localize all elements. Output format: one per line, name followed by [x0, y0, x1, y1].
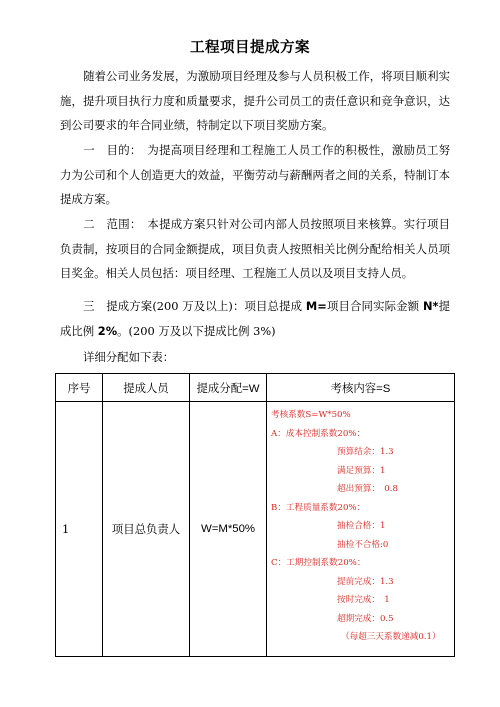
detail-intro: 详细分配如下表： [83, 350, 175, 364]
assessment-line: （每超三天系数递减0.1） [341, 632, 441, 642]
header-allocation: 提成分配=W [190, 374, 267, 402]
assessment-line: 抽检合格：1 [337, 521, 386, 531]
assessment-line: 超出预算： 0.8 [337, 484, 398, 494]
allocation-table [55, 373, 455, 657]
assessment-line: 预算结余：1.3 [337, 447, 394, 457]
assessment-line: 超期完成：0.5 [337, 613, 394, 624]
cell-allocation: W=M*50% [190, 402, 267, 657]
assessment-list [267, 406, 454, 647]
page-title: 工程项目提成方案 [190, 39, 310, 56]
header-assessment: 考核内容=S [267, 374, 455, 402]
section-plan: 三 提成方案(200 万及以上)：项目总提成 M=项目合同实际金额 N*提成比例 2%。(200 万及以下提成比例 3%) [60, 299, 450, 338]
intro-paragraph: 随着公司业务发展，为激励项目经理及参与人员积极工作，将项目顺利实施，提升项目执行力度和质量要求，提升公司员工的责任意识和竞争意识，达到公司要求的年合同业绩，特制定以下项目奖励方案。 [60, 69, 450, 133]
assessment-line: A：成本控制系数20%： [271, 428, 366, 439]
cell-assessment [267, 402, 455, 657]
assessment-line: 提前完成：1.3 [337, 576, 394, 587]
table-row [56, 402, 455, 657]
header-no: 序号 [56, 374, 103, 402]
assessment-line: B：工程质量系数20%： [271, 502, 366, 513]
section-purpose: 一 目的： 为提高项目经理和工程施工人员工作的积极性，激励员工努力为公司和个人创造更大的效益，平衡劳动与薪酬两者之间的关系，特制订本提成方案。 [60, 143, 450, 207]
assessment-line: 按时完成： 1 [337, 595, 390, 605]
table-header-row [56, 374, 455, 402]
header-person: 提成人员 [103, 374, 190, 402]
cell-no: 1 [56, 402, 103, 657]
assessment-line: 满足预算：1 [337, 465, 386, 476]
assessment-line: 考核系数S=W*50% [271, 410, 351, 420]
assessment-line: C：工期控制系数20%： [271, 558, 366, 568]
section-scope: 二 范围： 本提成方案只针对公司内部人员按照项目来核算。实行项目负责制，按项目的合同金额提成，项目负责人按照相关比例分配给相关人员项目奖金。相关人员包括：项目经理、工程施工人员以及项目支持人员。 [60, 217, 450, 281]
cell-person: 项目总负责人 [103, 402, 190, 657]
assessment-line: 抽检不合格:0 [337, 539, 389, 550]
